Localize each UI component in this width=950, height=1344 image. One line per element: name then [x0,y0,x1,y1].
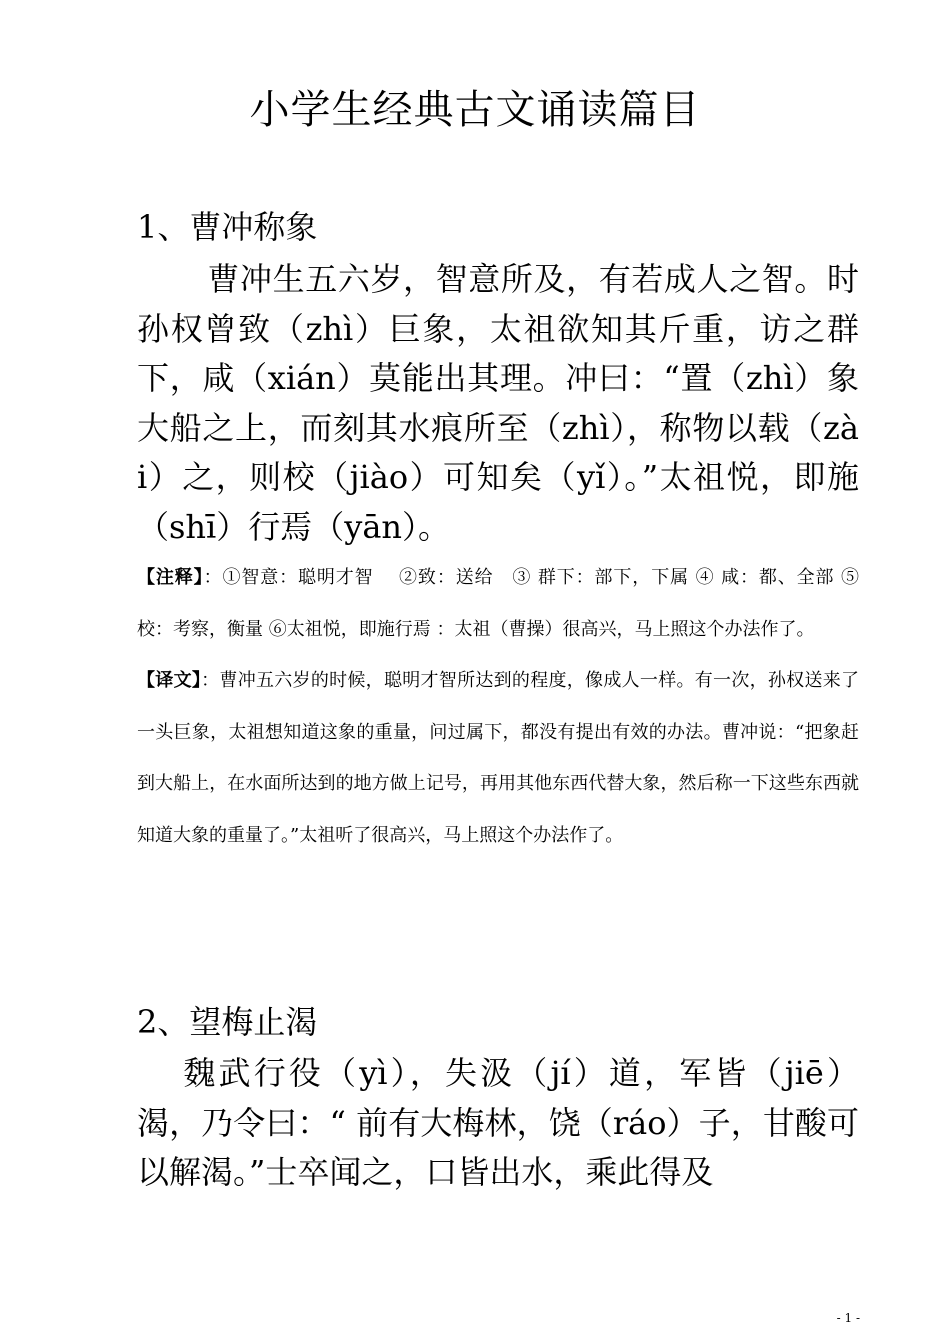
translation-block [137,655,859,861]
page-number: - 1 - [836,1311,860,1325]
annotation-block [137,552,859,655]
translation-text: ：曹冲五六岁的时候，聪明才智所达到的程度，像成人一样。有一次，孙权送来了一头巨象，太祖想知道这象的重量，问过属下，都没有提出有效的办法。曹冲说：“把象赶到大船上，在水面所达到的地方做上记号，再用其他东西代替大象，然后称一下这些东西就知道大象的重量了。”太祖听了很高兴，马上照这个办法作了。 [137,670,860,846]
classical-text: 曹冲生五六岁，智意所及，有若成人之智。时孙权曾致（zhì）巨象，太祖欲知其斤重，访之群下，咸（xián）莫能出其理。冲曰：“置（zhì）象大船之上，而刻其水痕所至（zhì），称物以载（zài）之，则校（jiào）可知矣（yǐ）。”太祖悦，即施（shī）行焉（yān）。 [137,260,859,546]
annotation-text: ：①智意：聪明才智 ②致：送给 ③ 群下：部下，下属 ④ 咸：都、全部 ⑤ 校：考察，衡量 ⑥太祖悦，即施行焉 ：太祖（曹操）很高兴，马上照这个办法作了。 [137,567,860,640]
section-heading: 2、望梅止渴 [137,1003,318,1041]
section-heading: 1、曹冲称象 [137,208,318,246]
classical-text: 魏武行役（yì），失汲（jí）道，军皆（jiē）渴，乃令曰：“ 前有大梅林，饶（ráo）子，甘酸可以解渴。”士卒闻之，口皆出水，乘此得及 [137,1054,859,1191]
section-wang-mei [137,997,859,1198]
annotation-label: 【注释】 [137,567,204,588]
document-title: 小学生经典古文诵读篇目 [249,87,701,133]
section-cao-chong [137,202,859,861]
translation-label: 【译文】 [137,670,202,691]
